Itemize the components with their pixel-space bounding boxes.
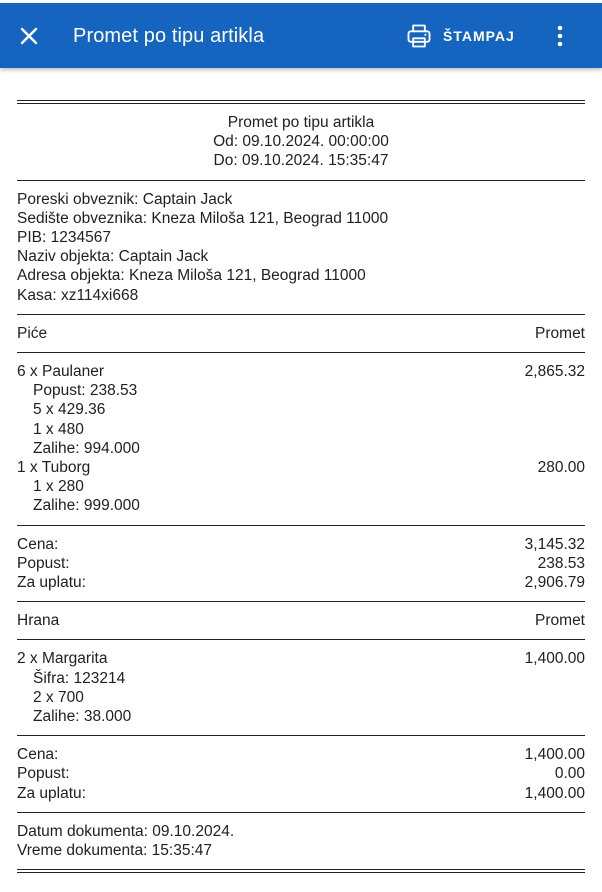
total-row — [17, 554, 585, 573]
document-footer — [17, 813, 585, 869]
item-detail: 1 x 480 — [33, 420, 84, 438]
total-value: 1,400.00 — [524, 746, 585, 764]
section-items — [17, 640, 585, 735]
cash-register: Kasa: xz114xi668 — [17, 286, 139, 304]
total-label: Cena: — [17, 746, 59, 764]
list-item — [17, 458, 585, 477]
item-amount: 2,865.32 — [524, 363, 585, 381]
list-item — [17, 362, 585, 381]
venue-address: Adresa objekta: Kneza Miloša 121, Beograd 11000 — [17, 267, 366, 285]
total-label: Za uplatu: — [17, 574, 86, 592]
close-button[interactable] — [14, 21, 44, 51]
report-title: Promet po tipu artikla — [227, 114, 375, 131]
total-value: 2,906.79 — [524, 574, 585, 592]
report-header — [17, 104, 585, 180]
total-label: Cena: — [17, 535, 59, 553]
taxpayer-address: Sedište obveznika: Kneza Miloša 121, Beograd 11000 — [17, 209, 389, 227]
total-label: Popust: — [17, 554, 70, 572]
section-totals — [17, 526, 585, 602]
close-icon — [19, 26, 39, 46]
printer-icon — [405, 22, 433, 50]
total-row — [17, 745, 585, 764]
more-vert-icon — [556, 24, 564, 48]
taxpayer: Poreski obveznik: Captain Jack — [17, 190, 233, 208]
tax-id: PIB: 1234567 — [17, 229, 111, 247]
more-options-button[interactable] — [545, 21, 575, 51]
section-column: Promet — [535, 324, 585, 342]
item-detail: 5 x 429.36 — [33, 401, 106, 419]
section-items — [17, 353, 585, 525]
item-detail: 1 x 280 — [33, 478, 84, 496]
period-from: Od: 09.10.2024. 00:00:00 — [213, 133, 389, 151]
section-header-drinks — [17, 315, 585, 352]
period-to: Do: 09.10.2024. 15:35:47 — [213, 152, 389, 170]
item-detail: Šifra: 123214 — [33, 669, 126, 687]
item-amount: 280.00 — [537, 459, 585, 477]
item-amount: 1,400.00 — [524, 650, 585, 668]
item-detail: Zalihe: 994.000 — [33, 439, 140, 457]
double-divider — [17, 869, 585, 873]
list-item — [17, 649, 585, 668]
section-header-food — [17, 602, 585, 639]
app-bar — [0, 3, 602, 68]
total-row — [17, 573, 585, 592]
section-column: Promet — [535, 612, 585, 630]
item-title: 6 x Paulaner — [17, 363, 105, 381]
section-totals — [17, 736, 585, 812]
section-name: Piće — [17, 324, 48, 342]
section-name: Hrana — [17, 612, 60, 630]
document-date: Datum dokumenta: 09.10.2024. — [17, 822, 235, 840]
print-button-label: ŠTAMPAJ — [443, 28, 515, 44]
item-title: 1 x Tuborg — [17, 459, 91, 477]
item-detail: Zalihe: 999.000 — [33, 497, 140, 515]
total-row — [17, 764, 585, 783]
total-row — [17, 784, 585, 803]
report-receipt — [17, 100, 585, 873]
total-label: Za uplatu: — [17, 784, 86, 802]
company-info — [17, 181, 585, 314]
venue-name: Naziv objekta: Captain Jack — [17, 248, 209, 266]
item-detail: Zalihe: 38.000 — [33, 708, 132, 726]
item-title: 2 x Margarita — [17, 650, 108, 668]
total-label: Popust: — [17, 765, 70, 783]
page-title: Promet po tipu artikla — [73, 25, 265, 47]
total-row — [17, 535, 585, 554]
total-value: 3,145.32 — [524, 535, 585, 553]
total-value: 238.53 — [537, 554, 585, 572]
total-value: 1,400.00 — [524, 784, 585, 802]
document-time: Vreme dokumenta: 15:35:47 — [17, 842, 213, 860]
total-value: 0.00 — [554, 765, 585, 783]
item-detail: Popust: 238.53 — [33, 382, 138, 400]
item-detail: 2 x 700 — [33, 688, 84, 706]
print-button[interactable] — [405, 17, 515, 55]
